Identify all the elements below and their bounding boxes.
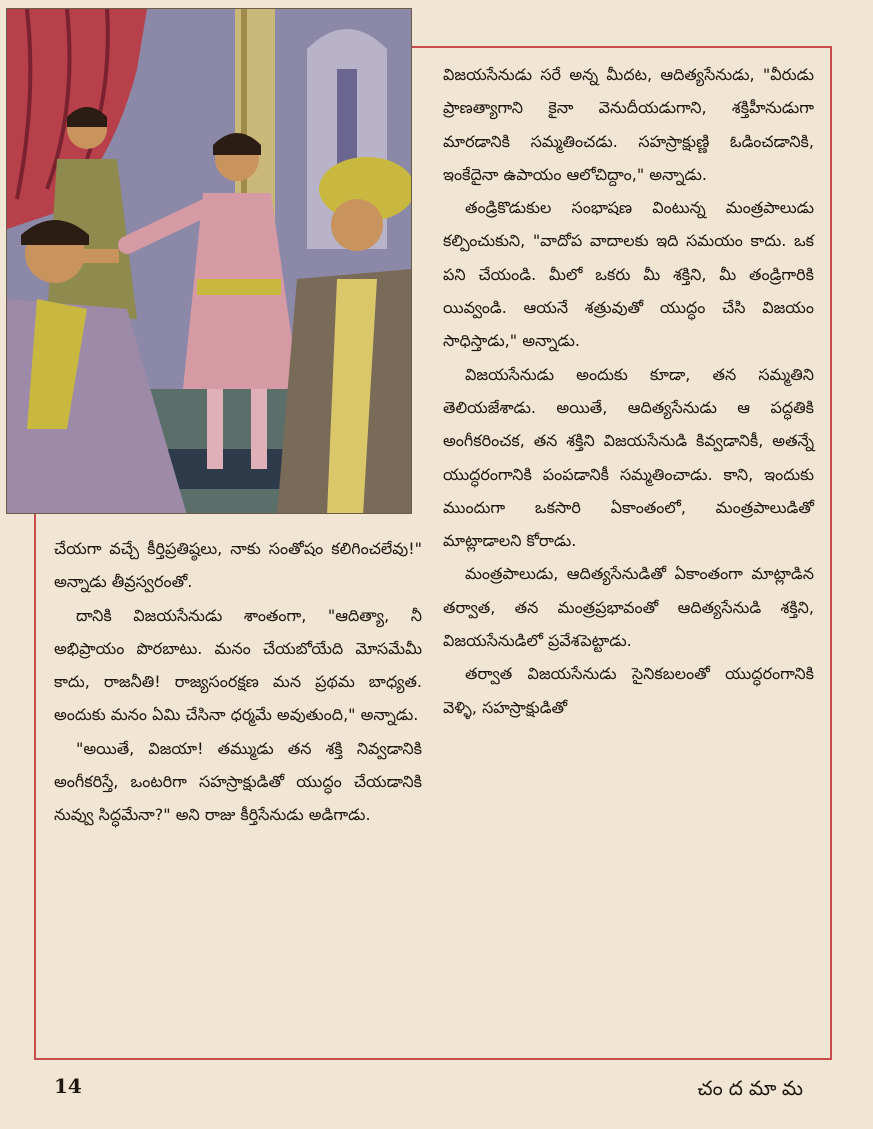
paragraph: మంత్రపాలుడు, ఆదిత్యసేనుడితో ఏకాంతంగా మాట్లాడిన తర్వాత, తన మంత్రప్రభావంతో ఆదిత్యసేనుడి శక్తిని, విజయసేనుడిలో ప్రవేశపెట్టాడు. <box>443 564 814 651</box>
court-scene-illustration <box>6 8 412 514</box>
paragraph: దానికి విజయసేనుడు శాంతంగా, "ఆదిత్యా, నీ అభిప్రాయం పొరబాటు. మనం చేయబోయేది మోసమేమీ కాదు, రాజనీతి! రాజ్యసంరక్షణ మన ప్రథమ బాధ్యత. అందుకు మనం ఏమి చేసినా ధర్మమే అవుతుంది," అన్నాడు. <box>54 605 422 725</box>
paragraph: "అయితే, విజయా! తమ్ముడు తన శక్తి నివ్వడానికి అంగీకరిస్తే, ఒంటరిగా సహస్రాక్షుడితో యుద్ధం చేయడానికి నువ్వు సిద్ధమేనా?" అని రాజు కీర్తిసేనుడు అడిగాడు. <box>54 738 422 825</box>
paragraph: చేయగా వచ్చే కీర్తిప్రతిష్ఠలు, నాకు సంతోషం కలిగించలేవు!" అన్నాడు తీవ్రస్వరంతో. <box>54 539 422 592</box>
left-text-column <box>54 532 422 832</box>
paragraph: తండ్రికొడుకుల సంభాషణ వింటున్న మంత్రపాలుడు కల్పించుకుని, "వాదోప వాదాలకు ఇది సమయం కాదు. ఒక పని చేయండి. మీలో ఒకరు మీ శక్తిని, మీ తండ్రిగారికి యివ్వండి. ఆయనే శత్రువుతో యుద్ధం చేసి విజయం సాధిస్తాడు," అన్నాడు. <box>443 198 814 351</box>
paragraph: తర్వాత విజయసేనుడు సైనికబలంతో యుద్ధరంగానికి వెళ్ళి, సహస్రాక్షుడితో <box>443 664 814 717</box>
paragraph: విజయసేనుడు అందుకు కూడా, తన సమ్మతిని తెలియజేశాడు. అయితే, ఆదిత్యసేనుడు ఆ పద్ధతికి అంగీకరించక, తన శక్తిని విజయసేనుడి కివ్వడానికీ, అతన్నే యుద్ధరంగానికి పంపడానికీ సమ్మతించాడు. కాని, ఇందుకు ముందుగా ఒకసారి ఏకాంతంలో, మంత్రపాలుడితో మాట్లాడాలని కోరాడు. <box>443 364 814 551</box>
paragraph: విజయసేనుడు సరే అన్న మీదట, ఆదిత్యసేనుడు, "వీరుడు ప్రాణత్యాగాని కైనా వెనుదీయడుగాని, శక్తిహీనుడుగా మారడానికి సమ్మతించడు. సహస్రాక్షుణ్ణి ఓడించడానికి, ఇంకేదైనా ఉపాయం ఆలోచిద్దాం," అన్నాడు. <box>443 65 814 184</box>
page-number: 14 <box>54 1074 82 1098</box>
magazine-title: చందమామ <box>697 1076 809 1100</box>
right-text-column <box>443 58 814 724</box>
